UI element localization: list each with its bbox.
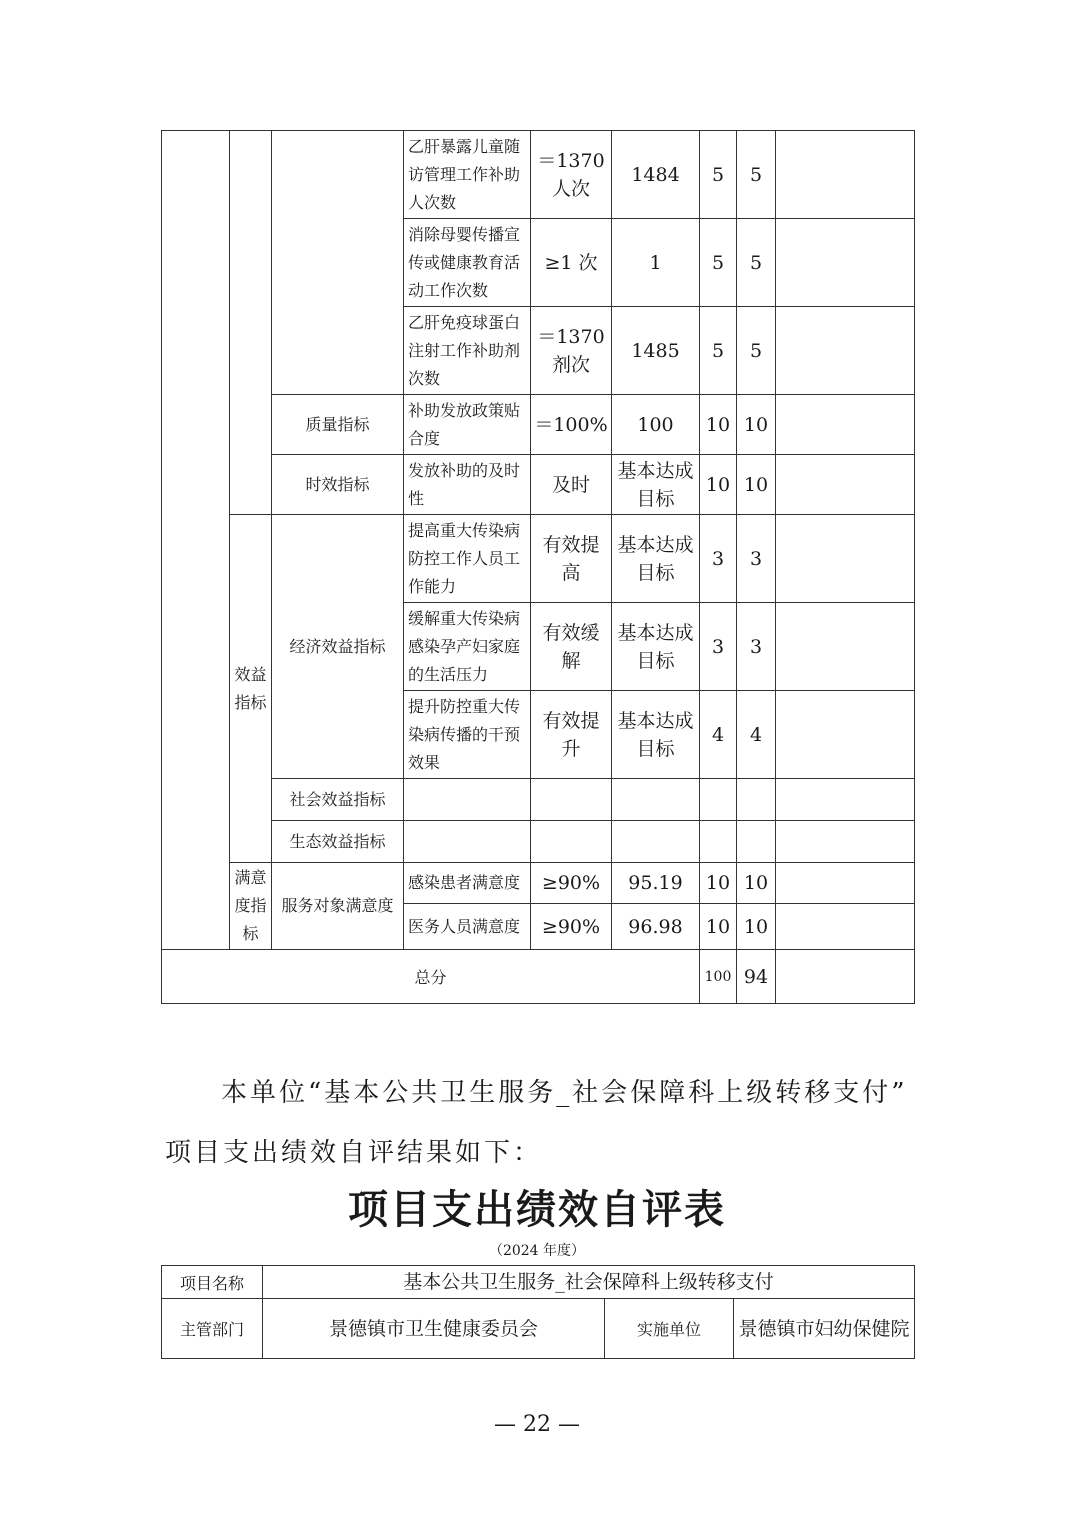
table-row: [162, 779, 915, 821]
level2-indicator-label: 经济效益指标: [272, 515, 404, 779]
note-cell: [776, 395, 915, 455]
note-cell: [776, 603, 915, 691]
weight-value: 3: [700, 603, 737, 691]
table-row: [162, 131, 915, 219]
form-year: （2024 年度）: [488, 1243, 586, 1259]
note-cell: [776, 219, 915, 307]
weight-value: 10: [700, 863, 737, 904]
empty-cell: [404, 821, 531, 863]
empty-cell: [404, 779, 531, 821]
note-cell: [776, 307, 915, 395]
indicator-name: 感染患者满意度: [404, 863, 531, 904]
dept-label: 主管部门: [162, 1299, 263, 1359]
note-cell: [776, 904, 915, 950]
level2-indicator-label: 生态效益指标: [272, 821, 404, 863]
form-title: 项目支出绩效自评表: [348, 1187, 726, 1233]
paragraph-line-2: 项目支出绩效自评结果如下：: [165, 1138, 543, 1168]
empty-cell: [612, 779, 700, 821]
weight-value: 10: [700, 455, 737, 515]
project-info-table: [161, 1265, 915, 1359]
score-value: 5: [737, 219, 776, 307]
table-row: [162, 1266, 915, 1299]
unit-label: 实施单位: [605, 1299, 734, 1359]
target-value: 有效缓解: [531, 603, 612, 691]
score-value: 4: [737, 691, 776, 779]
score-value: 10: [737, 904, 776, 950]
note-cell: [776, 950, 915, 1004]
paragraph-line-1: 本单位“基本公共卫生服务_社会保障科上级转移支付”: [221, 1078, 908, 1108]
total-weight: 100: [700, 950, 737, 1004]
weight-value: 5: [700, 307, 737, 395]
score-value: 10: [737, 395, 776, 455]
indicator-name: 提高重大传染病防控工作人员工作能力: [404, 515, 531, 603]
indicator-name: 补助发放政策贴合度: [404, 395, 531, 455]
table-row: [162, 515, 915, 603]
indicator-name: 消除母婴传播宣传或健康教育活动工作次数: [404, 219, 531, 307]
indicator-name: 缓解重大传染病感染孕产妇家庭的生活压力: [404, 603, 531, 691]
indicator-name: 乙肝免疫球蛋白注射工作补助剂次数: [404, 307, 531, 395]
level1-output-cell: [230, 131, 272, 515]
actual-value: 基本达成目标: [612, 603, 700, 691]
target-value: 有效提升: [531, 691, 612, 779]
note-cell: [776, 515, 915, 603]
level2-indicator-label: 服务对象满意度: [272, 863, 404, 950]
target-value: ＝1370剂次: [531, 307, 612, 395]
actual-value: 100: [612, 395, 700, 455]
actual-value: 基本达成目标: [612, 515, 700, 603]
empty-cell: [737, 779, 776, 821]
indicator-name: 提升防控重大传染病传播的干预效果: [404, 691, 531, 779]
note-cell: [776, 131, 915, 219]
score-value: 3: [737, 603, 776, 691]
table-row: [162, 863, 915, 904]
actual-value: 95.19: [612, 863, 700, 904]
total-label: 总分: [162, 950, 700, 1004]
weight-value: 10: [700, 395, 737, 455]
empty-cell: [776, 821, 915, 863]
table-row: [162, 1299, 915, 1359]
project-name-label: 项目名称: [162, 1266, 263, 1299]
indicator-name: 发放补助的及时性: [404, 455, 531, 515]
empty-cell: [531, 821, 612, 863]
unit-value: 景德镇市妇幼保健院: [734, 1299, 915, 1359]
indicator-name: 医务人员满意度: [404, 904, 531, 950]
note-cell: [776, 691, 915, 779]
project-name-value: 基本公共卫生服务_社会保障科上级转移支付: [263, 1266, 915, 1299]
level2-indicator-label: 社会效益指标: [272, 779, 404, 821]
level2-indicator-label: 时效指标: [272, 455, 404, 515]
empty-cell: [612, 821, 700, 863]
indicator-name: 乙肝暴露儿童随访管理工作补助人次数: [404, 131, 531, 219]
empty-cell: [776, 779, 915, 821]
weight-value: 10: [700, 904, 737, 950]
target-value: ≥1 次: [531, 219, 612, 307]
actual-value: 1484: [612, 131, 700, 219]
target-value: ≥90%: [531, 863, 612, 904]
score-value: 5: [737, 307, 776, 395]
target-value: ≥90%: [531, 904, 612, 950]
note-cell: [776, 455, 915, 515]
weight-value: 3: [700, 515, 737, 603]
weight-value: 5: [700, 131, 737, 219]
note-cell: [776, 863, 915, 904]
total-row: [162, 950, 915, 1004]
dept-value: 景德镇市卫生健康委员会: [263, 1299, 605, 1359]
empty-cell: [531, 779, 612, 821]
score-value: 10: [737, 455, 776, 515]
target-value: ＝100%: [531, 395, 612, 455]
weight-value: 5: [700, 219, 737, 307]
empty-cell: [700, 779, 737, 821]
score-value: 3: [737, 515, 776, 603]
score-value: 10: [737, 863, 776, 904]
total-score: 94: [737, 950, 776, 1004]
target-value: 有效提高: [531, 515, 612, 603]
level2-quantity-cell: [272, 131, 404, 395]
actual-value: 基本达成目标: [612, 691, 700, 779]
target-value: ＝1370人次: [531, 131, 612, 219]
table-row: [162, 395, 915, 455]
page-number: — 22 —: [494, 1412, 580, 1437]
empty-cell: [700, 821, 737, 863]
target-value: 及时: [531, 455, 612, 515]
weight-value: 4: [700, 691, 737, 779]
table-row: [162, 455, 915, 515]
actual-value: 基本达成目标: [612, 455, 700, 515]
level1-category-cell: [162, 131, 230, 950]
table-row: [162, 821, 915, 863]
actual-value: 1485: [612, 307, 700, 395]
performance-indicator-table: [161, 130, 915, 1004]
level1-indicator-label: 满意度指标: [230, 863, 272, 950]
empty-cell: [737, 821, 776, 863]
actual-value: 1: [612, 219, 700, 307]
score-value: 5: [737, 131, 776, 219]
actual-value: 96.98: [612, 904, 700, 950]
level2-indicator-label: 质量指标: [272, 395, 404, 455]
level1-indicator-label: 效益指标: [230, 515, 272, 863]
